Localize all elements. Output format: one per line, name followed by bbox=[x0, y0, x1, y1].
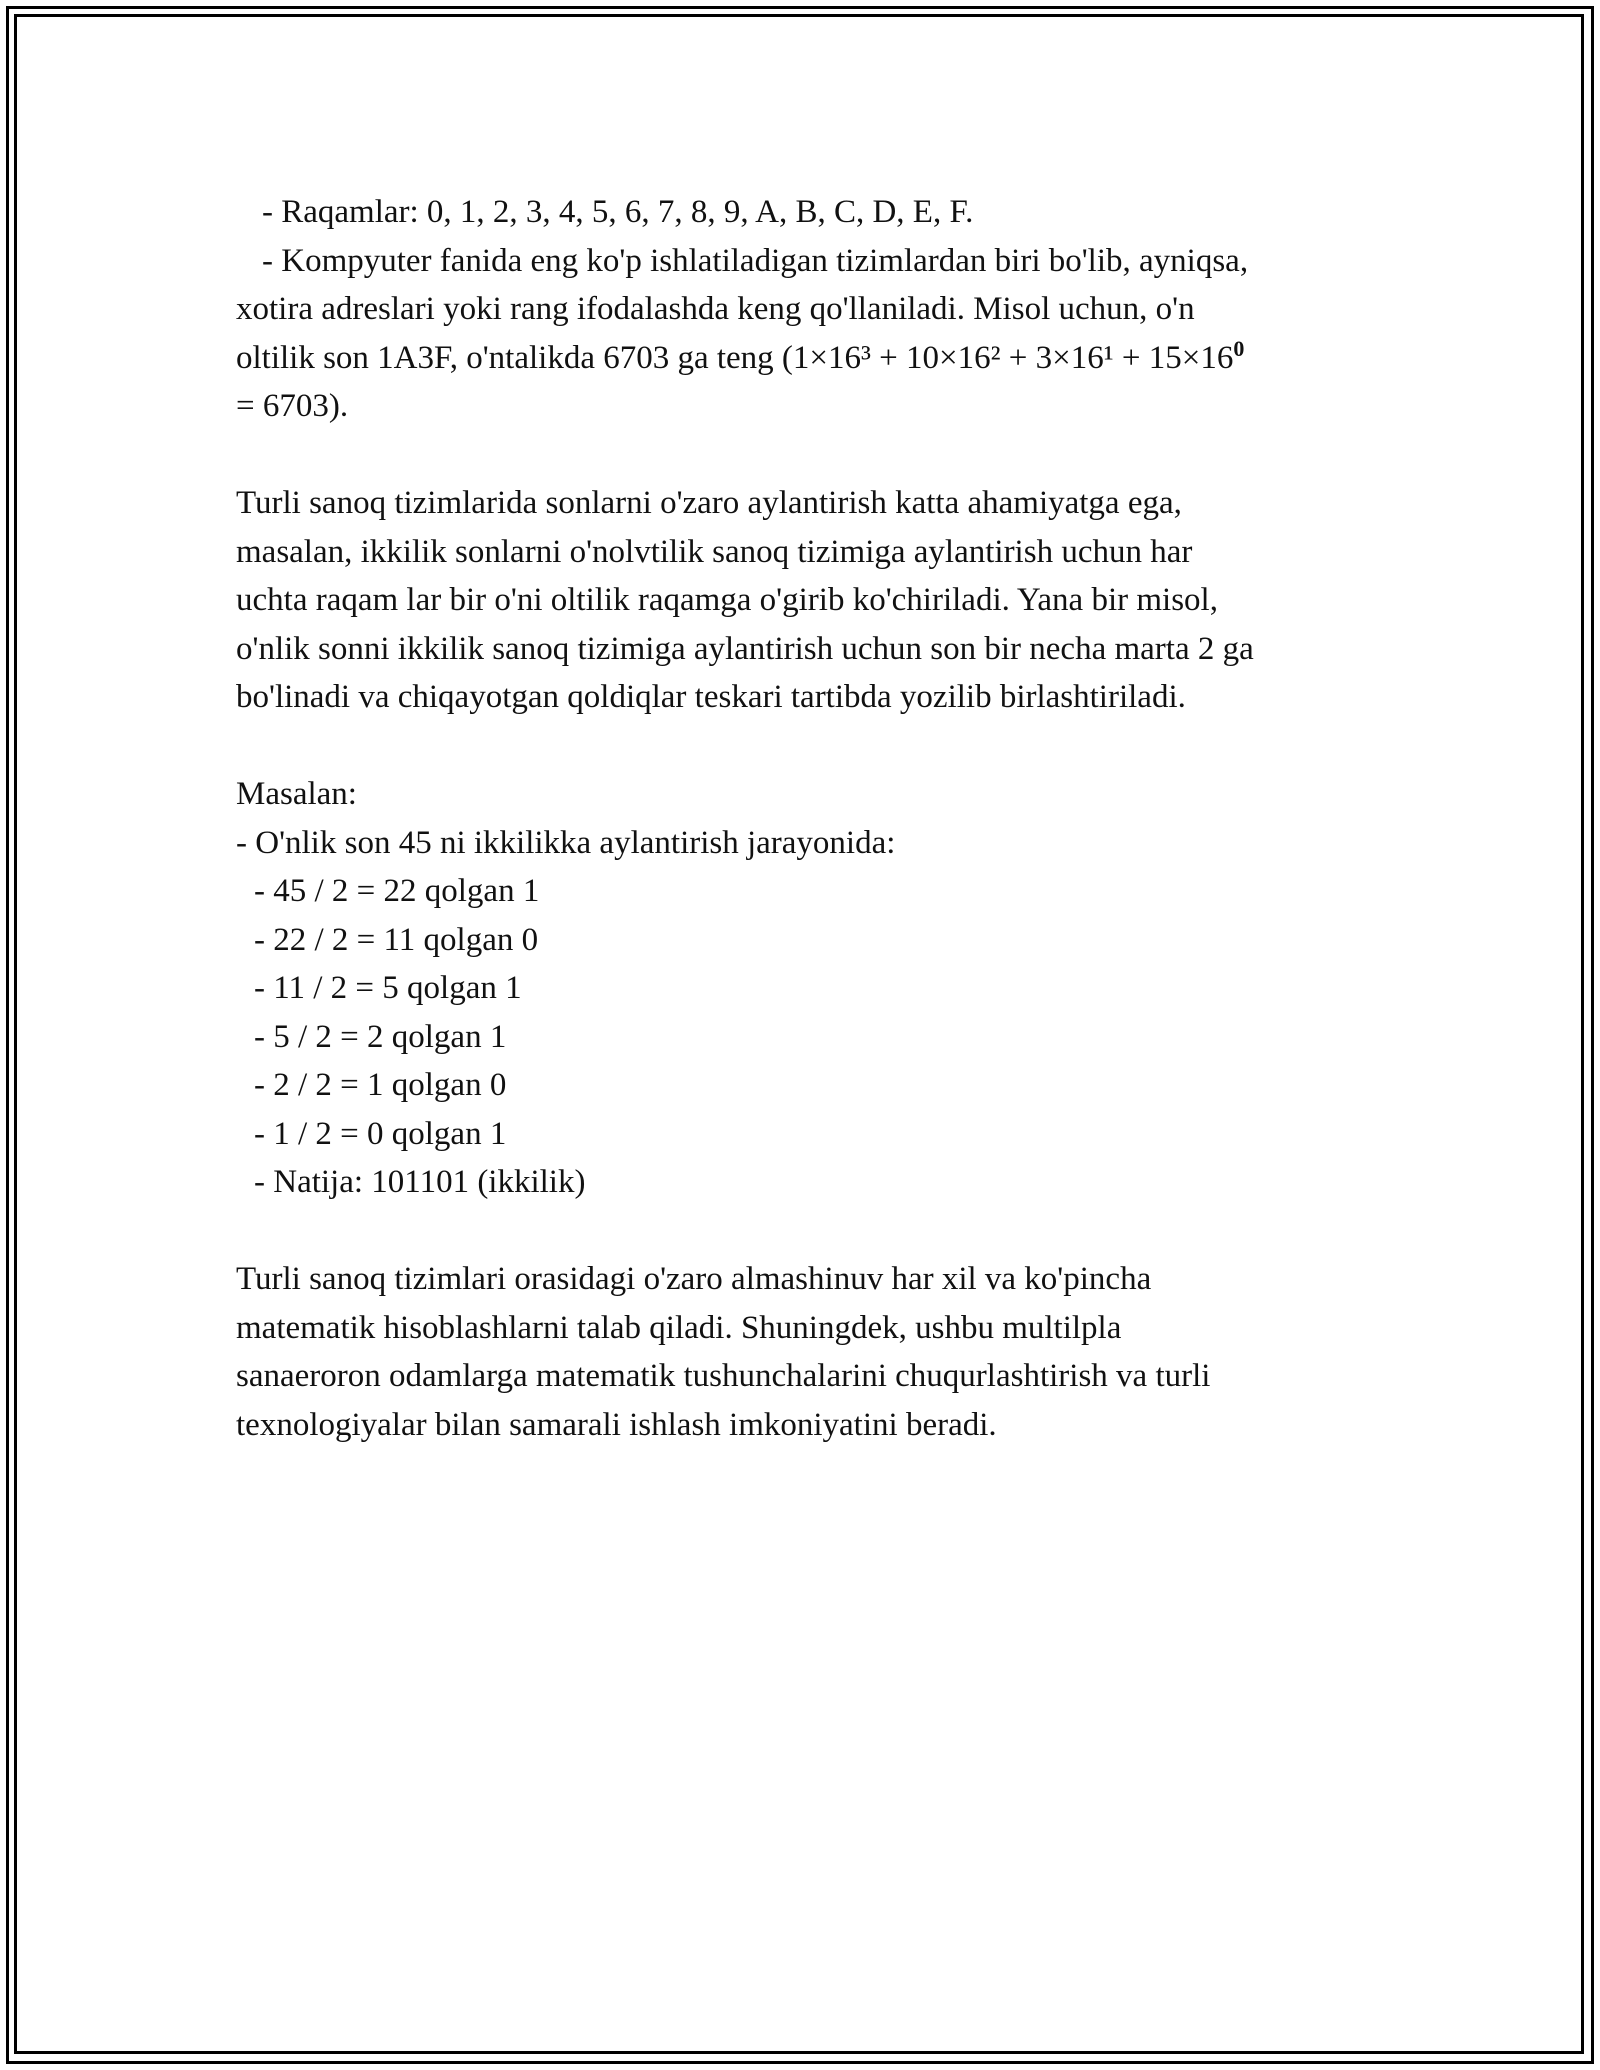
hex-list-block bbox=[236, 188, 1386, 431]
example-step: - 2 / 2 = 1 qolgan 0 bbox=[254, 1067, 507, 1103]
usage-line-3-text: oltilik son 1A3F, o'ntalikda 6703 ga teng (1×16³ + 10×16² + 3×16¹ + 15×16 bbox=[236, 339, 1234, 376]
paragraph-line: matematik hisoblashlarni talab qiladi. Shuningdek, ushbu multilpla bbox=[236, 1309, 1122, 1346]
paragraph-gap bbox=[236, 1207, 1386, 1256]
paragraph-line: sanaeroron odamlarga matematik tushunchalarini chuqurlashtirish va turli bbox=[236, 1358, 1211, 1394]
digits-line: - Raqamlar: 0, 1, 2, 3, 4, 5, 6, 7, 8, 9, A, B, C, D, E, F. bbox=[262, 194, 974, 230]
paragraph-line: bo'linadi va chiqayotgan qoldiqlar teskari tartibda yozilib birlashtiriladi. bbox=[236, 679, 1186, 715]
example-heading: Masalan: bbox=[236, 776, 357, 812]
exponent-zero: 0 bbox=[1233, 335, 1245, 361]
conversion-paragraph bbox=[236, 479, 1386, 722]
closing-paragraph bbox=[236, 1255, 1386, 1449]
paragraph-line: texnologiyalar bilan samarali ishlash imkoniyatini beradi. bbox=[236, 1406, 997, 1443]
example-step: - 1 / 2 = 0 qolgan 1 bbox=[254, 1115, 507, 1152]
example-step: - 5 / 2 = 2 qolgan 1 bbox=[254, 1018, 507, 1055]
usage-line-3 bbox=[236, 334, 1386, 383]
example-step: - 11 / 2 = 5 qolgan 1 bbox=[254, 970, 522, 1006]
example-step: - 22 / 2 = 11 qolgan 0 bbox=[254, 921, 539, 958]
paragraph-line: masalan, ikkilik sonlarni o'nolvtilik sanoq tizimiga aylantirish uchun har bbox=[236, 533, 1193, 570]
paragraph-gap bbox=[236, 431, 1386, 480]
usage-line-2: xotira adreslari yoki rang ifodalashda keng qo'llaniladi. Misol uchun, o'n bbox=[236, 291, 1195, 327]
document-body bbox=[236, 188, 1386, 1449]
usage-line-1: - Kompyuter fanida eng ko'p ishlatiladigan tizimlardan biri bo'lib, ayniqsa, bbox=[262, 242, 1249, 279]
example-result: - Natija: 101101 (ikkilik) bbox=[254, 1164, 586, 1200]
paragraph-line: uchta raqam lar bir o'ni oltilik raqamga o'girib ko'chiriladi. Yana bir misol, bbox=[236, 582, 1218, 618]
paragraph-line: Turli sanoq tizimlarida sonlarni o'zaro aylantirish katta ahamiyatga ega, bbox=[236, 485, 1182, 521]
paragraph-line: o'nlik sonni ikkilik sanoq tizimiga aylantirish uchun son bir necha marta 2 ga bbox=[236, 630, 1254, 667]
example-step: - 45 / 2 = 22 qolgan 1 bbox=[254, 873, 540, 909]
example-block bbox=[236, 770, 1386, 1207]
paragraph-gap bbox=[236, 722, 1386, 771]
paragraph-line: Turli sanoq tizimlari orasidagi o'zaro almashinuv har xil va ko'pincha bbox=[236, 1261, 1152, 1297]
usage-line-4: = 6703). bbox=[236, 388, 349, 424]
example-intro: - O'nlik son 45 ni ikkilikka aylantirish jarayonida: bbox=[236, 824, 896, 861]
